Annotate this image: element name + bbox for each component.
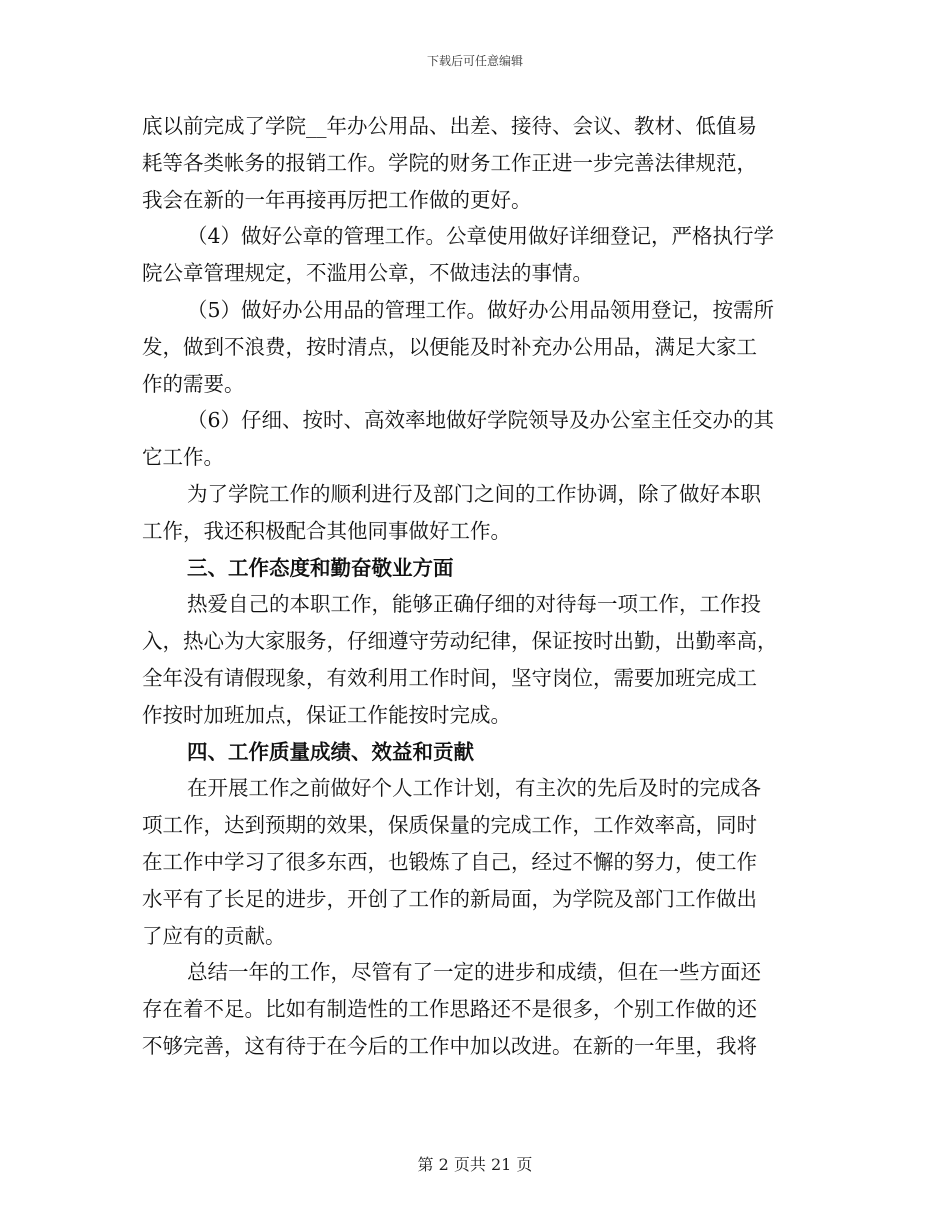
body-text-line: （4）做好公章的管理工作。公章使用做好详细登记，严格执行学 (187, 224, 775, 249)
body-text-line: 它工作。 (142, 445, 224, 470)
body-text-line: （5）做好办公用品的管理工作。做好办公用品领用登记，按需所 (187, 297, 775, 322)
body-text-line: 项工作，达到预期的效果，保质保量的完成工作，工作效率高，同时 (142, 813, 757, 838)
body-text-line: 院公章管理规定，不滥用公章，不做违法的事情。 (142, 261, 593, 286)
section-heading: 三、工作态度和勤奋敬业方面 (187, 555, 454, 580)
body-text-line: 作按时加班加点，保证工作能按时完成。 (142, 702, 511, 727)
body-text-line: 工作，我还积极配合其他同事做好工作。 (142, 518, 511, 543)
body-text-line: 热爱自己的本职工作，能够正确仔细的对待每一项工作，工作投 (187, 592, 761, 617)
document-body (142, 108, 808, 1065)
body-text-line: 底以前完成了学院__年办公用品、出差、接待、会议、教材、低值易 (142, 114, 757, 138)
body-text-line: 在工作中学习了很多东西，也锻炼了自己，经过不懈的努力，使工作 (142, 849, 757, 874)
page-number-footer: 第 2 页共 21 页 (417, 1155, 533, 1174)
body-text-line: 在开展工作之前做好个人工作计划，有主次的先后及时的完成各 (187, 776, 761, 801)
body-text-line: （6）仔细、按时、高效率地做好学院领导及办公室主任交办的其 (187, 408, 775, 433)
body-text-line: 了应有的贡献。 (142, 923, 286, 948)
section-heading: 四、工作质量成绩、效益和贡献 (187, 739, 474, 764)
body-text-line: 总结一年的工作，尽管有了一定的进步和成绩，但在一些方面还 (187, 960, 761, 985)
body-text-line: 我会在新的一年再接再厉把工作做的更好。 (142, 187, 532, 212)
body-text-line: 为了学院工作的顺利进行及部门之间的工作协调，除了做好本职 (187, 481, 761, 506)
body-text-line: 入，热心为大家服务，仔细遵守劳动纪律，保证按时出勤，出勤率高， (142, 629, 778, 654)
body-text-line: 不够完善，这有待于在今后的工作中加以改进。在新的一年里，我将 (142, 1033, 757, 1058)
body-text-line: 存在着不足。比如有制造性的工作思路还不是很多，个别工作做的还 (142, 997, 757, 1022)
page-header: 下载后可任意编辑 (426, 54, 523, 68)
body-text-line: 发，做到不浪费，按时清点，以便能及时补充办公用品，满足大家工 (142, 334, 757, 359)
body-text-line: 耗等各类帐务的报销工作。学院的财务工作正进一步完善法律规范， (142, 150, 757, 175)
body-text-line: 全年没有请假现象，有效利用工作时间，坚守岗位，需要加班完成工 (142, 665, 757, 690)
body-text-line: 作的需要。 (142, 371, 245, 396)
body-text-line: 水平有了长足的进步，开创了工作的新局面，为学院及部门工作做出 (142, 886, 757, 911)
